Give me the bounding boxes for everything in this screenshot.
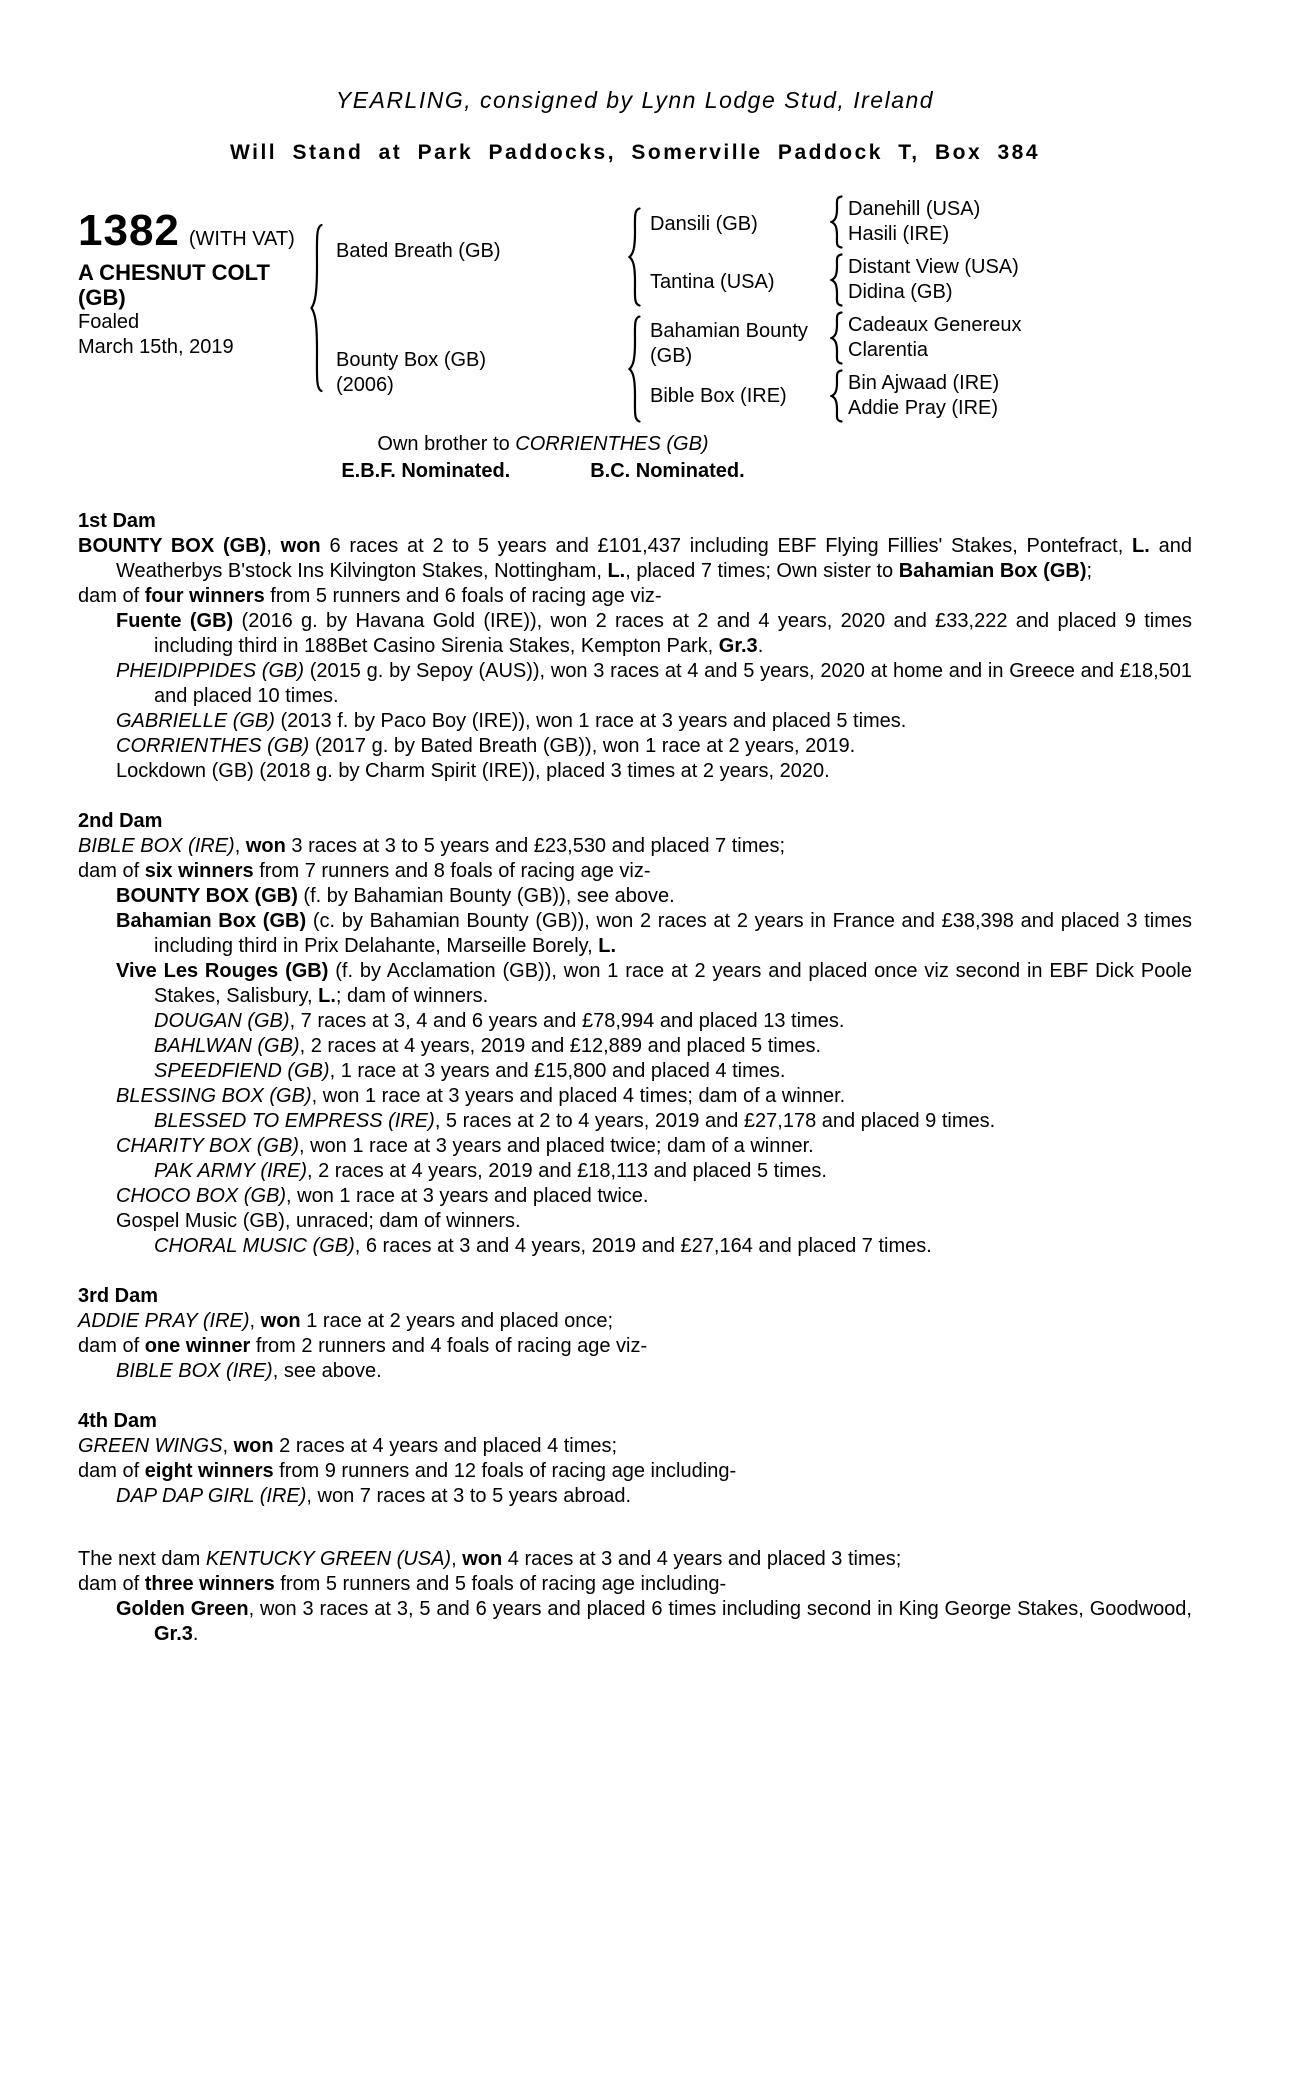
gg-name: Cadeaux Genereux (848, 314, 1022, 336)
gg-pair-3 (848, 313, 1198, 363)
pedigree-brace-pair3 (830, 311, 843, 365)
pedigree-brace-gen1 (310, 223, 323, 393)
catalogue-paragraph: The next dam KENTUCKY GREEN (USA), won 4 races at 3 and 4 years and placed 3 times; (78, 1548, 902, 1570)
catalogue-paragraph: Bahamian Box (GB) (c. by Bahamian Bounty (GB)), won 2 races at 2 years in France and £38,398 and placed 3 times including third in Prix Delahante, Marseille Borely, L. (116, 910, 1192, 957)
catalogue-paragraph: dam of one winner from 2 runners and 4 foals of racing age viz- (78, 1335, 648, 1357)
lot-number: 1382 (78, 206, 180, 255)
pedigree-sections (78, 509, 1192, 1647)
bc-nominated: B.C. Nominated. (590, 460, 745, 482)
lot-info (78, 206, 313, 360)
catalogue-paragraph: CHOCO BOX (GB), won 1 race at 3 years and placed twice. (116, 1185, 649, 1207)
pedigree-brace-pair2 (830, 253, 843, 307)
consignment-title: YEARLING, consigned by Lynn Lodge Stud, Ireland (335, 87, 935, 113)
pedigree-brace-pair4 (830, 369, 843, 423)
pedigree-brace-dam (628, 315, 641, 423)
catalogue-paragraph: PAK ARMY (IRE), 2 races at 4 years, 2019 and £18,113 and placed 5 times. (154, 1160, 827, 1182)
catalogue-paragraph: dam of three winners from 5 runners and 5 foals of racing age including- (78, 1573, 727, 1595)
catalogue-paragraph: BLESSING BOX (GB), won 1 race at 3 years and placed 4 times; dam of a winner. (116, 1085, 846, 1107)
catalogue-paragraph: ADDIE PRAY (IRE), won 1 race at 2 years and placed once; (78, 1310, 614, 1332)
dam-heading: 4th Dam (78, 1410, 157, 1432)
catalogue-paragraph: BIBLE BOX (IRE), see above. (116, 1360, 382, 1382)
gg-name: Didina (GB) (848, 281, 953, 303)
pedigree-sire (336, 195, 516, 307)
catalogue-paragraph: PHEIDIPPIDES (GB) (2015 g. by Sepoy (AUS)), won 3 races at 4 and 5 years, 2020 at home and in Greece and £18,501 and placed 10 times. (116, 660, 1192, 707)
catalogue-paragraph: GREEN WINGS, won 2 races at 4 years and placed 4 times; (78, 1435, 618, 1457)
catalogue-paragraph: BAHLWAN (GB), 2 races at 4 years, 2019 and £12,889 and placed 5 times. (154, 1035, 822, 1057)
catalogue-paragraph: DAP DAP GIRL (IRE), won 7 races at 3 to 5 years abroad. (116, 1485, 632, 1507)
catalogue-paragraph: dam of four winners from 5 runners and 6 foals of racing age viz- (78, 585, 662, 607)
nominations-line (78, 459, 1008, 484)
catalogue-paragraph: DOUGAN (GB), 7 races at 3, 4 and 6 years and £78,994 and placed 13 times. (154, 1010, 845, 1032)
foaled-label: Foaled (78, 311, 140, 333)
catalogue-paragraph: BOUNTY BOX (GB), won 6 races at 2 to 5 years and £101,437 including EBF Flying Fillies' Stakes, Pontefract, L. and Weatherbys B'stock Ins Kilvington Stakes, Nottingham, L., placed 7 times; Own sister to Bahamian Box (GB); (78, 535, 1192, 582)
gg-pair-1 (848, 197, 1198, 247)
gg-name: Danehill (USA) (848, 198, 981, 220)
ebf-nominated: E.B.F. Nominated. (341, 460, 511, 482)
gg-name: Clarentia (848, 339, 929, 361)
lot-vat-note: (WITH VAT) (188, 228, 295, 250)
gg-name: Bin Ajwaad (IRE) (848, 372, 1000, 394)
dam-dam-name: Bible Box (IRE) (650, 384, 787, 407)
foaled-date: March 15th, 2019 (78, 336, 234, 358)
catalogue-paragraph: BLESSED TO EMPRESS (IRE), 5 races at 2 to 4 years, 2019 and £27,178 and placed 9 times. (154, 1110, 996, 1132)
catalogue-paragraph: CHORAL MUSIC (GB), 6 races at 3 and 4 years, 2019 and £27,164 and placed 7 times. (154, 1235, 932, 1257)
sire-dam-cell (650, 253, 830, 311)
stand-location-line: Will Stand at Park Paddocks, Somerville Paddock T, Box 384 (229, 141, 1041, 164)
pedigree-dam (336, 319, 516, 427)
dam-sire-name: Bahamian Bounty (GB) (650, 320, 808, 367)
catalogue-paragraph: CHARITY BOX (GB), won 1 race at 3 years and placed twice; dam of a winner. (116, 1135, 814, 1157)
dam-name (336, 348, 486, 398)
sire-name: Bated Breath (GB) (336, 239, 501, 262)
sire-sire-cell (650, 195, 830, 253)
catalogue-paragraph: Gospel Music (GB), unraced; dam of winners. (116, 1210, 521, 1232)
catalogue-paragraph: CORRIENTHES (GB) (2017 g. by Bated Breath (GB)), won 1 race at 2 years, 2019. (116, 735, 856, 757)
own-brother-prefix: Own brother to (377, 433, 516, 455)
dam-sire-cell (650, 315, 830, 373)
catalogue-paragraph: BIBLE BOX (IRE), won 3 races at 3 to 5 years and £23,530 and placed 7 times; (78, 835, 786, 857)
gg-name: Distant View (USA) (848, 256, 1019, 278)
catalogue-paragraph: Fuente (GB) (2016 g. by Havana Gold (IRE)), won 2 races at 2 and 4 years, 2020 and £33,222 and placed 9 times including third in 188Bet Casino Sirenia Stakes, Kempton Park, Gr.3. (116, 610, 1193, 657)
catalogue-paragraph: Lockdown (GB) (2018 g. by Charm Spirit (IRE)), placed 3 times at 2 years, 2020. (116, 760, 830, 782)
catalogue-paragraph: Golden Green, won 3 races at 3, 5 and 6 years and placed 6 times including second in King George Stakes, Goodwood, Gr.3. (116, 1598, 1192, 1645)
catalogue-paragraph: dam of six winners from 7 runners and 8 foals of racing age viz- (78, 860, 651, 882)
catalogue-paragraph: BOUNTY BOX (GB) (f. by Bahamian Bounty (GB)), see above. (116, 885, 675, 907)
great-grandparents-column (848, 195, 1198, 429)
colt-description-line2: (GB) (78, 285, 126, 310)
catalogue-paragraph: Vive Les Rouges (GB) (f. by Acclamation (GB)), won 1 race at 2 years and placed once viz second in EBF Dick Poole Stakes, Salisbury, L.; dam of winners. (116, 960, 1193, 1007)
dam-name-line: Bounty Box (GB) (336, 349, 487, 371)
dam-dam-cell (650, 367, 830, 425)
dam-heading: 3rd Dam (78, 1285, 159, 1307)
dam-heading: 1st Dam (78, 510, 156, 532)
catalogue-paragraph: GABRIELLE (GB) (2013 f. by Paco Boy (IRE)), won 1 race at 3 years and placed 5 times. (116, 710, 907, 732)
gg-name: Addie Pray (IRE) (848, 397, 999, 419)
colt-description-line1: A CHESNUT COLT (78, 260, 270, 285)
pedigree-brace-sire (628, 207, 641, 307)
lot-number-line (78, 206, 313, 255)
pedigree-table (78, 195, 1192, 430)
own-brother-name: CORRIENTHES (GB) (515, 433, 709, 455)
dam-heading: 2nd Dam (78, 810, 163, 832)
catalogue-paragraph: SPEEDFIEND (GB), 1 race at 3 years and £15,800 and placed 4 times. (154, 1060, 786, 1082)
gg-pair-4 (848, 371, 1198, 421)
gg-pair-2 (848, 255, 1198, 305)
catalogue-paragraph: dam of eight winners from 9 runners and 12 foals of racing age including- (78, 1460, 737, 1482)
sire-dam-name: Tantina (USA) (650, 270, 775, 293)
pedigree-brace-pair1 (830, 195, 843, 249)
sire-sire-name: Dansili (GB) (650, 212, 758, 235)
own-brother-line (78, 432, 1008, 457)
dam-year: (2006) (336, 374, 394, 396)
gg-name: Hasili (IRE) (848, 223, 950, 245)
